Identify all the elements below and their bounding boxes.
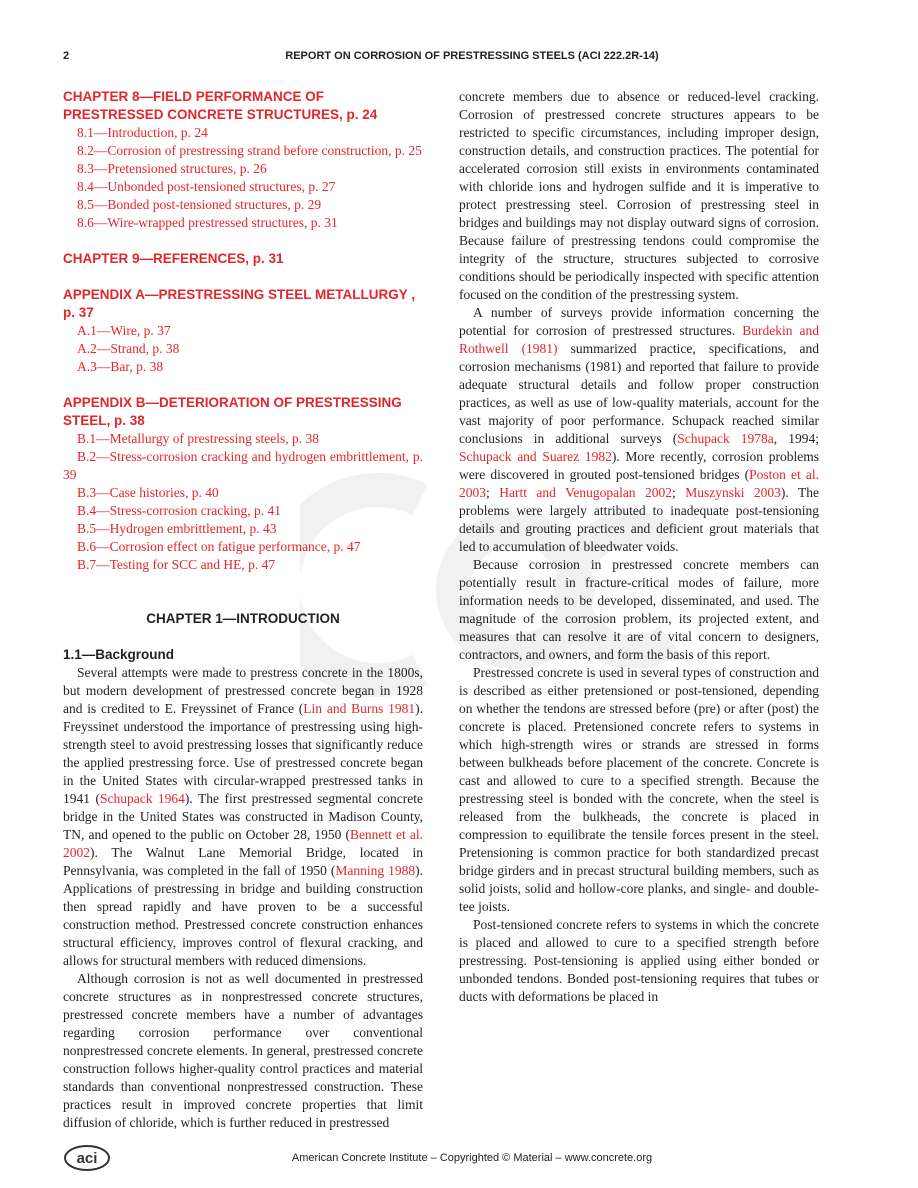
left-column [63, 88, 423, 1132]
running-header [63, 50, 821, 66]
toc-item[interactable]: B.1—Metallurgy of prestressing steels, p. 38 [77, 431, 319, 446]
toc-item[interactable]: A.3—Bar, p. 38 [77, 359, 164, 374]
toc-item[interactable]: 8.6—Wire-wrapped prestressed structures, p. 31 [77, 215, 338, 230]
toc-appendix-b-title[interactable]: APPENDIX B—DETERIORATION OF PRESTRESSING STEEL, p. 38 [63, 395, 402, 428]
toc-item[interactable]: A.1—Wire, p. 37 [77, 323, 171, 338]
chapter-1-title: CHAPTER 1—INTRODUCTION [146, 611, 340, 626]
paragraph-background-2-continued: concrete members due to absence or reduced-level cracking. Corrosion of prestressed concrete structures appears to be restricted to specific circumstances, including improper design, construction details, and construction practices. The potential for accelerated corrosion still exists in environments contaminated with chloride ions and hydrogen sulfide and it is imperative to protect prestressing steel. Corrosion of prestressing steel in bridges and buildings may not display outward signs of corrosion. Because failure of prestressing tendons could compromise the integrity of the structure, structures subjected to corrosive conditions should be periodically inspected with specific attention focused on the condition of the prestressing system. [459, 89, 819, 302]
toc-item[interactable]: 8.5—Bonded post-tensioned structures, p. 29 [77, 197, 322, 212]
toc-item[interactable]: B.2—Stress-corrosion cracking and hydrogen embrittlement, p. 39 [63, 449, 423, 482]
running-title: REPORT ON CORROSION OF PRESTRESSING STEELS (ACI 222.2R-14) [285, 50, 659, 62]
toc-chapter-9-title[interactable]: CHAPTER 9—REFERENCES, p. 31 [63, 251, 284, 266]
toc-item[interactable]: B.3—Case histories, p. 40 [77, 485, 219, 500]
aci-logo-text: aci [76, 1150, 98, 1167]
section-1-1-heading: 1.1—Background [63, 647, 175, 662]
citation-link[interactable]: Schupack 1978a [677, 431, 774, 446]
page-number: 2 [63, 50, 70, 62]
citation-link[interactable]: Lin and Burns 1981 [303, 701, 416, 716]
text-run: ). The first prestressed segmental concrete bridge in the United States was constructed in Madison County, TN, and opened to the public on October 28, 1950 ( [63, 791, 424, 842]
toc-item[interactable]: 8.3—Pretensioned structures, p. 26 [77, 161, 267, 176]
paragraph-background-5: Prestressed concrete is used in several types of construction and is described as either pretensioned or post-tensioned, depending on whether the tendons are stressed before (pre) or after (post) the concrete is placed. Pretensioned concrete refers to systems in which high-strength wires or strands are stressed in forms between bulkheads before placement of the concrete. Concrete is cast and allowed to cure to a specified strength. Because the prestressing steel is bonded with the concrete, when the steel is released from the bulkheads, the concrete is placed in compression to equilibrate the tensile forces present in the steel. Pretensioning is common practice for both standardized precast bridge girders and in precast structural building members, such as solid joists, solid and hollow-core planks, and single- and double-tee joists. [459, 665, 819, 914]
citation-link[interactable]: Muszynski 2003 [685, 485, 781, 500]
text-run: ; [672, 485, 686, 500]
toc-appendix-b [63, 394, 423, 574]
text-run: ; [486, 485, 500, 500]
toc-chapter-8 [63, 88, 423, 232]
citation-link[interactable]: Hartt and Venugopalan 2002 [499, 485, 673, 500]
text-run: , 1994; [773, 431, 819, 446]
toc-item[interactable]: 8.4—Unbonded post-tensioned structures, p. 27 [77, 179, 336, 194]
citation-link[interactable]: Bennett et al. 2002 [63, 827, 423, 860]
toc-item[interactable]: B.5—Hydrogen embrittlement, p. 43 [77, 521, 277, 536]
text-run: Several attempts were made to prestress concrete in the 1800s, but modern development of prestressed concrete began in 1928 and is credited to E. Freyssinet of France ( [63, 665, 423, 716]
toc-appendix-a [63, 286, 423, 376]
text-run: ). Freyssinet understood the importance of prestressing using high-strength steel to avoid prestressing losses that significantly reduce the applied prestressing force. Use of prestressed concrete began in the United States with circular-wrapped prestressed tanks in 1941 ( [63, 701, 423, 806]
toc-chapter-8-title[interactable]: CHAPTER 8—FIELD PERFORMANCE OF PRESTRESSED CONCRETE STRUCTURES, p. 24 [63, 89, 378, 122]
toc-item[interactable]: 8.1—Introduction, p. 24 [77, 125, 208, 140]
toc-appendix-a-title[interactable]: APPENDIX A—PRESTRESSING STEEL METALLURGY , p. 37 [63, 287, 416, 320]
paragraph-background-4: Because corrosion in prestressed concrete members can potentially result in fracture-critical modes of failure, more information needs to be developed, disseminated, and used. The magnitude of the corrosion problem, its projected extent, and measures that can resolve it are of vital concern to designers, contractors, and owners, and form the basis of this report. [459, 557, 819, 662]
paragraph-background-2: Although corrosion is not as well documented in prestressed concrete structures as in nonprestressed concrete structures, prestressed concrete members have a number of advantages regarding corrosion performance over conventional nonprestressed concrete elements. In general, prestressed concrete construction follows higher-quality control practices and material standards than conventional nonprestressed construction. These practices result in improved concrete properties that limit diffusion of chloride, which is further reduced in prestressed [63, 971, 423, 1130]
text-run: summarized practice, specifications, and corrosion mechanisms (1981) and reported that failure to provide adequate structural details and follow proper construction practices, as well as use of low-quality materials, account for the vast majority of poor performance. Schupack reached similar conclusions in additional surveys ( [459, 341, 819, 446]
toc-item[interactable]: B.4—Stress-corrosion cracking, p. 41 [77, 503, 281, 518]
paragraph-background-1 [63, 664, 423, 970]
text-run: ). The problems were largely attributed to inadequate post-tensioning details and grouting practices and deficient grout materials that led to accumulation of bleedwater voids. [459, 485, 819, 554]
text-run: ). The Walnut Lane Memorial Bridge, located in Pennsylvania, was completed in the fall of 1950 ( [63, 845, 423, 878]
text-run: ). More recently, corrosion problems were discovered in grouted post-tensioned bridges ( [459, 449, 819, 482]
paragraph-background-3 [459, 304, 819, 556]
paragraph-background-6: Post-tensioned concrete refers to systems in which the concrete is placed and allowed to cure to a specified strength before prestressing. Post-tensioning is applied using either bonded or unbonded tendons. Bonded post-tensioning requires that tubes or ducts with deformations be placed in [459, 917, 819, 1004]
footer-copyright: American Concrete Institute – Copyrighted © Material – www.concrete.org [291, 1152, 653, 1164]
toc-item[interactable]: 8.2—Corrosion of prestressing strand before construction, p. 25 [77, 143, 422, 158]
citation-link[interactable]: Poston et al. 2003 [459, 467, 820, 500]
page-footer [63, 1150, 821, 1174]
toc-item[interactable]: B.7—Testing for SCC and HE, p. 47 [77, 557, 276, 572]
citation-link[interactable]: Manning 1988 [335, 863, 416, 878]
citation-link[interactable]: Burdekin and Rothwell (1981) [459, 323, 819, 356]
citation-link[interactable]: Schupack and Suarez 1982 [459, 449, 612, 464]
toc-item[interactable]: B.6—Corrosion effect on fatigue performance, p. 47 [77, 539, 361, 554]
text-run: ). Applications of prestressing in bridge and building construction then spread rapidly and have proven to be a successful construction method. Prestressed concrete construction enhances structural efficiency, improves control of flexural cracking, and allows for structural members with reduced dimensions. [63, 863, 424, 968]
right-column [459, 88, 819, 1006]
text-run: A number of surveys provide information concerning the potential for corrosion of prestressed structures. [459, 305, 819, 338]
citation-link[interactable]: Schupack 1964 [99, 791, 185, 806]
toc-item[interactable]: A.2—Strand, p. 38 [77, 341, 180, 356]
